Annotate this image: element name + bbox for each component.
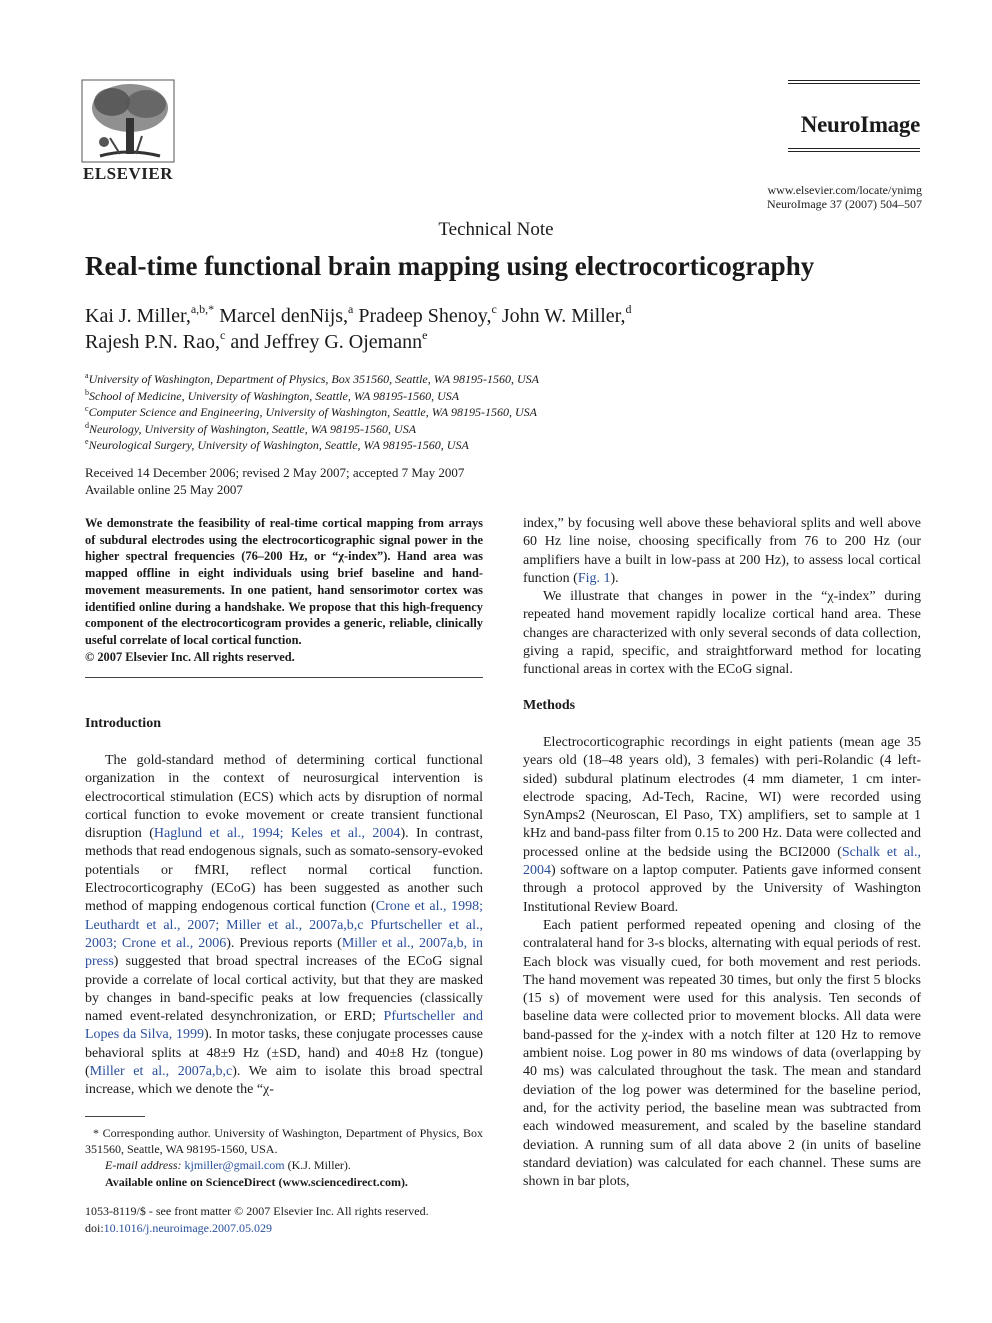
affiliation: [85, 388, 685, 405]
author-name: Rajesh P.N. Rao,: [85, 331, 220, 353]
affiliation-sup: a: [85, 371, 89, 380]
citation-link[interactable]: Pfurtscheller and Lopes da Silva, 1999: [85, 1009, 483, 1043]
affiliation: [85, 371, 685, 388]
methods-paragraph: [523, 734, 921, 917]
introduction-body: [85, 752, 483, 1100]
author-name: Kai J. Miller,: [85, 305, 191, 327]
front-matter: [85, 1203, 483, 1236]
doi-label: doi:: [85, 1220, 104, 1235]
email-line: [85, 1157, 483, 1173]
author-name: and Jeffrey G. Ojemann: [230, 331, 423, 353]
journal-name: NeuroImage: [800, 112, 920, 137]
affiliation-text: Neurology, University of Washington, Seattle, WA 98195-1560, USA: [89, 421, 417, 436]
figure-link[interactable]: Fig. 1: [577, 570, 611, 586]
footnote: [85, 1125, 483, 1190]
body-text: index,” by focusing well above these behavioral splits and well above 60 Hz line noise, choosing specifically from 76 to 200 Hz (our amplifiers have a built in low-pass at 200 Hz), to assess local cortical function (: [523, 516, 921, 586]
affiliation: [85, 421, 685, 438]
body-text: The gold-standard method of determining cortical functional organization in the context of neurosurgical intervention is electrocortical stimulation (ECS) which acts by disruption of normal cortical function to evoke movement or create transient functional disruption (: [85, 753, 483, 842]
article-type: Technical Note: [438, 219, 554, 240]
citation-link[interactable]: Crone et al., 1998; Leuthardt et al., 2007; Miller et al., 2007a,b,c Pfurtscheller et al., 2003; Crone et al., 2006: [85, 899, 483, 951]
citation-link[interactable]: Schalk et al., 2004: [523, 844, 922, 879]
body-text: Electrocorticographic recordings in eight patients (mean age 35 years old (18–48 years old), 3 females) with peri-Rolandic (4 left-sided) subdural platinum electrodes (4 mm diameter, 1 cm inter-electrode spacing, Ad-Tech, Racine, WI) were recorded using SynAmps2 (Neuroscan, El Paso, TX) amplifiers, set to sample at 1 kHz and band-pass filter from 0.15 to 200 Hz. Data were collected and processed online at the bedside using the BCI2000 (: [523, 735, 921, 860]
author-name: Pradeep Shenoy,: [358, 305, 492, 327]
footnote-divider: [85, 1116, 145, 1117]
article-dates: [85, 464, 585, 498]
intro-continuation: [523, 515, 921, 680]
issn-line: 1053-8119/$ - see front matter © 2007 Elsevier Inc. All rights reserved.: [85, 1204, 429, 1218]
affiliation-text: Neurological Surgery, University of Washington, Seattle, WA 98195-1560, USA: [88, 438, 469, 453]
abstract-text: We demonstrate the feasibility of real-time cortical mapping from arrays of subdural electrodes using the electrocorticographic signal power in the higher spectral frequencies (76–200 Hz, or “χ-index”). Hand area was mapped offline in eight individuals using brief baseline and hand-movement measurements. In one patient, hand sensorimotor cortex was identified online during a handshake. We propose that this high-frequency component of the electrocorticogram provides a generic, reliable, clinically useful correlate of local cortical function.: [85, 516, 483, 647]
affiliation-sup: c: [85, 404, 89, 414]
author-affil-sup: e: [422, 328, 428, 342]
section-heading-methods: Methods: [523, 698, 576, 713]
intro-paragraph: [523, 515, 921, 588]
affiliation-sup: b: [85, 387, 89, 397]
intro-paragraph: [85, 752, 483, 1100]
sciencedirect-note: Available online on ScienceDirect (www.sciencedirect.com).: [105, 1174, 408, 1189]
citation-link[interactable]: Haglund et al., 1994; Keles et al., 2004: [153, 826, 401, 842]
copyright-line: © 2007 Elsevier Inc. All rights reserved.: [85, 649, 295, 664]
citation-link[interactable]: Miller et al., 2007a,b,c: [89, 1064, 233, 1080]
corresponding-author-note: * Corresponding author. University of Washington, Department of Physics, Box 351560, Seattle, WA 98195-1560, USA.: [85, 1126, 483, 1157]
author-line-1: [85, 303, 885, 329]
author-affil-sup: a: [348, 302, 354, 316]
doi-line: [85, 1220, 483, 1237]
body-text: ). In contrast, methods that read endogenous signals, such as somato-sensory-evoked potentials or fMRI, reflect normal cortical function. Electrocorticography (ECoG) has been suggested as another such method of mapping endogenous cortical function (: [85, 826, 483, 915]
abstract-divider: [85, 677, 483, 678]
affiliation-text: University of Washington, Department of Physics, Box 351560, Seattle, WA 98195-1560, USA: [88, 372, 540, 386]
author-affil-sup: c: [491, 302, 497, 316]
journal-rule-top: [788, 80, 920, 84]
body-text: ).: [610, 570, 619, 586]
body-text: ) software on a laptop computer. Patients gave informed consent through a protocol approved by the University of Washington Institutional Review Board.: [523, 863, 921, 915]
author-affil-sup: a,b,*: [190, 302, 215, 316]
author-list: [85, 303, 885, 355]
journal-citation: NeuroImage 37 (2007) 504–507: [767, 197, 922, 211]
doi-link[interactable]: 10.1016/j.neuroimage.2007.05.029: [103, 1220, 272, 1235]
author-affil-sup: d: [625, 302, 632, 316]
methods-body: [523, 734, 921, 1191]
received-dates: Received 14 December 2006; revised 2 May 2007; accepted 7 May 2007: [85, 465, 465, 480]
affiliation-text: School of Medicine, University of Washington, Seattle, WA 98195-1560, USA: [89, 388, 460, 403]
email-suffix: (K.J. Miller).: [287, 1158, 351, 1173]
author-affil-sup: c: [220, 328, 226, 342]
section-heading-introduction: Introduction: [85, 716, 161, 731]
intro-paragraph: We illustrate that changes in power in the “χ-index” during repeated hand movement rapidly localize cortical hand area. These changes are characterized with only several seconds of data collection, giving a rapid, specific, and straightforward method for locating functional areas in cortex with the ECoG signal.: [523, 589, 921, 678]
author-line-2: [85, 329, 885, 355]
citation-link[interactable]: Miller et al., 2007a,b, in press: [85, 935, 484, 970]
affiliation-text: Computer Science and Engineering, University of Washington, Seattle, WA 98195-1560, USA: [88, 405, 537, 420]
journal-url[interactable]: www.elsevier.com/locate/ynimg: [767, 183, 922, 197]
abstract: [85, 515, 483, 665]
online-date: Available online 25 May 2007: [85, 482, 243, 497]
journal-rule-bottom: [788, 148, 920, 152]
author-name: Marcel denNijs,: [219, 305, 349, 327]
affiliation-list: [85, 371, 685, 454]
methods-paragraph: Each patient performed repeated opening and closing of the contralateral hand for 3-s blocks, alternating with equal periods of rest. Each block was visually cued, for both movement and rest periods. The hand movement was repeated 30 times, but only the first 5 blocks (15 s) of movement were used for this analysis. Ten seconds of baseline data were collected prior to movement blocks. All data were band-passed for the χ-index with a notch filter at 120 Hz to remove ambient noise. Log power in 80 ms windows of data (overlapping by 40 ms) was calculated throughout the task. The mean and standard deviation of the log power was determined for the baseline period, and, for the activity period, the baseline mean was subtracted from each windowed measurement, and scaled by the baseline standard deviation. A running sum of all data above 2 (in units of baseline standard deviation) was calculated for each channel. These sums are shown in bar plots,: [523, 917, 921, 1190]
affiliation: [85, 404, 685, 421]
body-text: ). Previous reports (: [226, 935, 342, 951]
affiliation-sup: e: [85, 437, 89, 447]
body-text: ). We aim to isolate this broad spectral increase, which we denote the “χ-: [85, 1064, 483, 1098]
paper-title: Real-time functional brain mapping using electrocorticography: [85, 251, 815, 281]
email-link[interactable]: kjmiller@gmail.com: [184, 1158, 285, 1173]
affiliation-sup: d: [85, 420, 89, 430]
author-name: John W. Miller,: [501, 305, 626, 327]
email-label: E-mail address:: [105, 1158, 182, 1173]
publisher-name: ELSEVIER: [83, 164, 173, 183]
body-text: ). In motor tasks, these conjugate processes cause behavioral splits at 48±9 Hz (±SD, hand) and 40±8 Hz (tongue) (: [85, 1027, 483, 1080]
affiliation: [85, 437, 685, 454]
body-text: ) suggested that broad spectral increases of the ECoG signal provide a correlate of local cortical activity, but that they are masked by changes in band-specific peaks at low frequencies (classically named event-related desynchronization, or ERD;: [85, 954, 483, 1025]
